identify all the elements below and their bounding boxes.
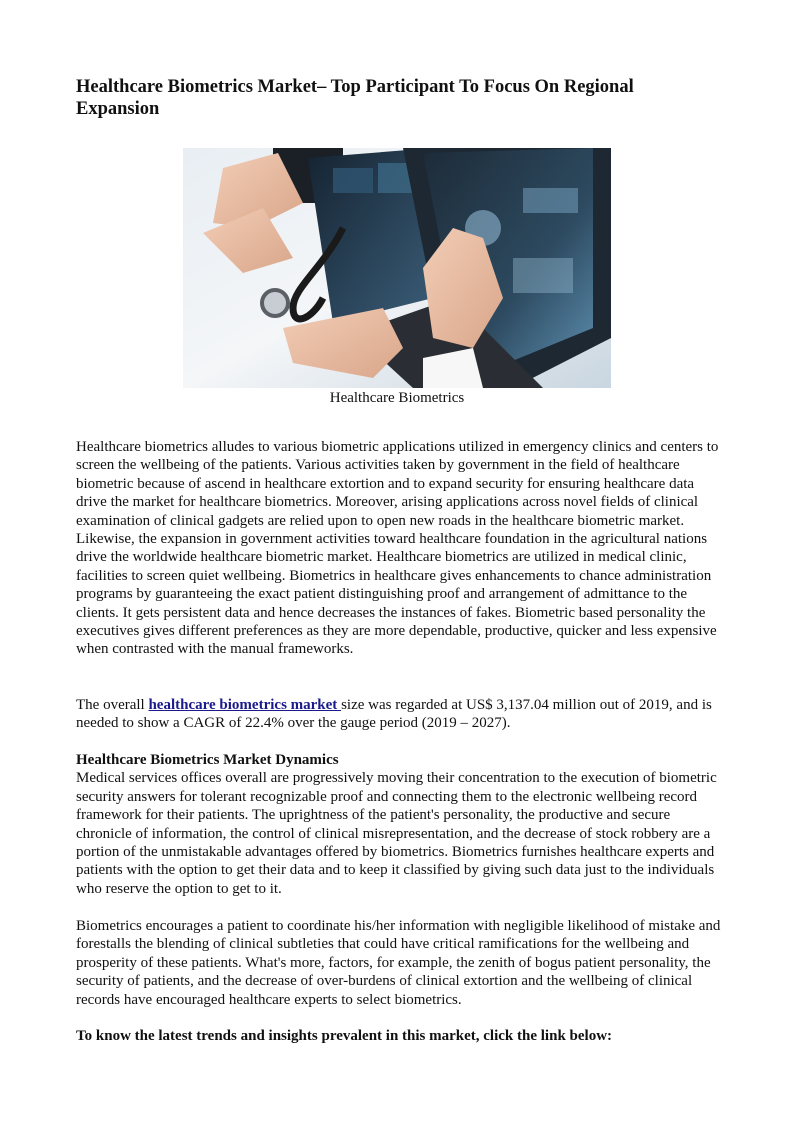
market-size-text-after: size was regarded at US$ 3,137.04 million out of 2019, and is needed to show a CAGR of 22.4% over the gauge period (2019 – 2027).: [76, 697, 712, 732]
dynamics-body: Medical services offices overall are progressively moving their concentration to the execution of biometric security answers for tolerant recognizable proof and connecting them to the electronic wellbeing record framework for their patients. The uprightness of the patient's personality, the productive and secure chronicle of information, the control of clinical misrepresentation, and the decrease of stock robbery are a portion of the unmistakable advantages offered by biometrics. Biometrics furnishes healthcare experts and patients with the option to get their data and to keep it classified by giving such data just to the individuals who reserve the option to get to it.: [76, 770, 717, 897]
intro-paragraph: Healthcare biometrics alludes to various biometric applications utilized in emergency clinics and centers to screen the wellbeing of the patients. Various activities taken by government in the field of healthcare biometric because of ascend in healthcare extortion and to expand security for ensuring healthcare data drive the market for healthcare biometrics. Moreover, arising applications across novel fields of clinical examination of clinical gadgets are relied upon to open new roads in the healthcare biometric market. Likewise, the expansion in government activities toward healthcare foundation in the agricultural nations drive the worldwide healthcare biometric market. Healthcare biometrics are utilized in medical clinic, facilities to screen quiet wellbeing. Biometrics in healthcare gives enhancements to chance administration programs by guaranteeing the exact patient distinguishing proof and arrangement of admittance to the clients. It gets persistent data and hence decreases the instances of fakes. Biometric based personality the executives gives different preferences as they are more dependable, productive, quicker and less expensive when contrasted with the manual frameworks.: [76, 439, 719, 658]
dynamics-section: [76, 751, 722, 898]
market-size-paragraph: [76, 696, 722, 733]
cta-text: To know the latest trends and insights prevalent in this market, click the link below:: [76, 1028, 613, 1044]
market-size-text-before: The overall: [76, 697, 149, 713]
healthcare-biometrics-market-link[interactable]: healthcare biometrics market: [148, 697, 342, 713]
article-figure: [183, 148, 611, 388]
biometrics-paragraph: Biometrics encourages a patient to coordinate his/her information with negligible likelihood of mistake and forestalls the blending of clinical subtleties that could have critical ramifications for the wellbeing and prosperity of these patients. What's more, factors, for example, the zenith of bogus patient personality, the security of patients, and the decrease of over-burdens of clinical extortion and the wellbeing of clinical records have encouraged healthcare experts to select biometrics.: [76, 918, 721, 1008]
dynamics-heading: Healthcare Biometrics Market Dynamics: [76, 752, 339, 768]
article-title: Healthcare Biometrics Market– Top Participant To Focus On Regional Expansion: [76, 77, 634, 119]
figure-caption: Healthcare Biometrics: [329, 390, 465, 406]
doctor-hands-laptop-stethoscope-icon: [183, 148, 611, 388]
